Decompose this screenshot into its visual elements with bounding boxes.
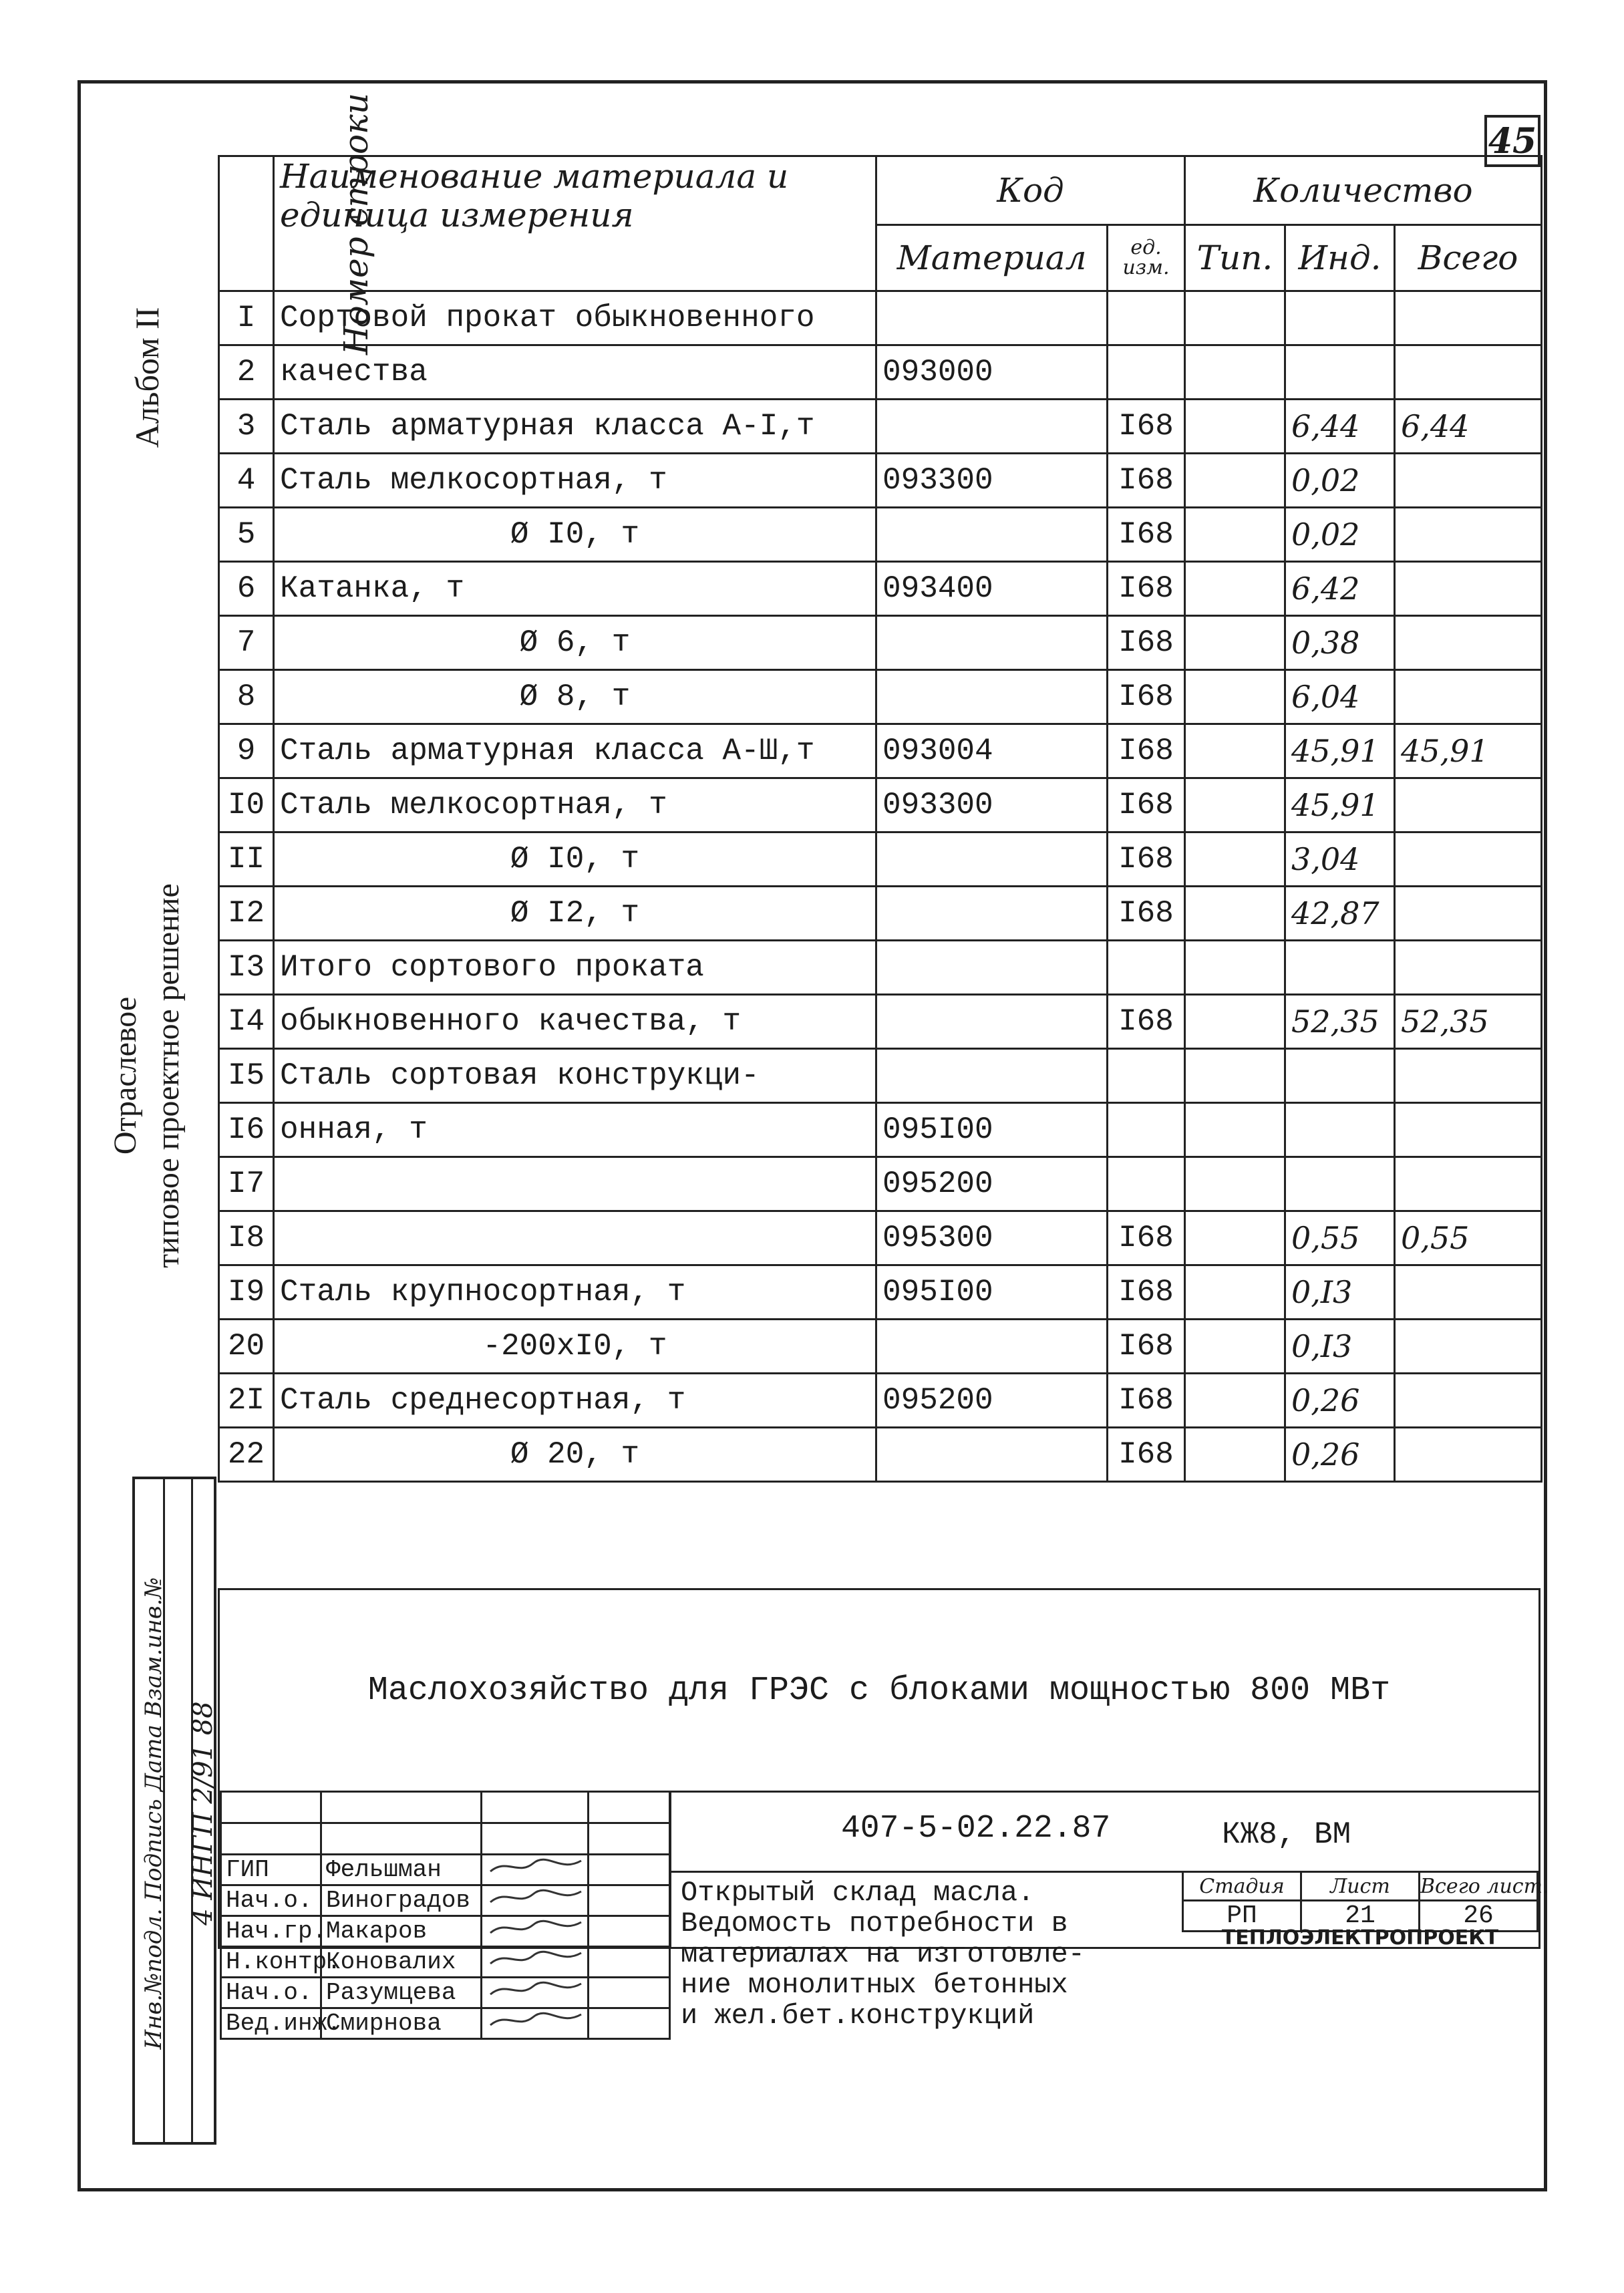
side-title-line-2: типовое проектное решение [150, 883, 186, 1268]
quantity-total [1395, 454, 1542, 508]
row-number: I6 [219, 1103, 274, 1157]
unit-code [1108, 1049, 1185, 1103]
table-row [219, 1157, 1542, 1211]
quantity-total [1395, 941, 1542, 995]
material-name: Ø I2, т [274, 887, 876, 941]
header-ind: Инд. [1285, 225, 1395, 291]
quantity-typ [1185, 562, 1285, 616]
quantity-ind: 0,55 [1285, 1211, 1395, 1265]
material-code: 093400 [876, 562, 1108, 616]
signature-row [221, 1947, 670, 1978]
quantity-typ [1185, 616, 1285, 670]
handwritten-signature [486, 2009, 587, 2030]
signature-role: Нач.о. [221, 1885, 321, 1916]
quantity-total [1395, 291, 1542, 345]
material-name: Сталь сортовая конструкци- [274, 1049, 876, 1103]
meta-stage: РП [1183, 1901, 1301, 1932]
quantity-ind [1285, 345, 1395, 400]
unit-code: I68 [1108, 454, 1185, 508]
material-code: 095I00 [876, 1265, 1108, 1320]
material-code [876, 616, 1108, 670]
row-number: II [219, 832, 274, 887]
table-row [219, 616, 1542, 670]
meta-stage-header: Стадия [1183, 1872, 1301, 1901]
sheet-description-line: материалах на изготовле- [681, 1938, 1085, 1970]
quantity-typ [1185, 400, 1285, 454]
material-name [274, 1211, 876, 1265]
stamp-value-3: 88 [188, 1701, 218, 1736]
material-name [274, 1157, 876, 1211]
quantity-ind [1285, 1157, 1395, 1211]
sig-blank [589, 1823, 670, 1855]
material-code: 093000 [876, 345, 1108, 400]
signature-table [220, 1791, 671, 2040]
signature-row [221, 1855, 670, 1885]
sig-blank [482, 1792, 589, 1823]
table-row [219, 345, 1542, 400]
quantity-total: 52,35 [1395, 995, 1542, 1049]
quantity-typ [1185, 941, 1285, 995]
header-code: Код [876, 156, 1185, 225]
quantity-ind: 45,91 [1285, 778, 1395, 832]
quantity-typ [1185, 1374, 1285, 1428]
header-quantity: Количество [1185, 156, 1542, 225]
table-row [219, 670, 1542, 724]
sheet-meta-table [1182, 1871, 1549, 1932]
table-row [219, 832, 1542, 887]
side-title [104, 883, 190, 1268]
row-number: 4 [219, 454, 274, 508]
row-number: 2I [219, 1374, 274, 1428]
handwritten-signature [486, 1855, 587, 1877]
quantity-ind: 52,35 [1285, 995, 1395, 1049]
signature-name: Разумцева [321, 1978, 482, 2008]
material-code: 093300 [876, 778, 1108, 832]
signature-row [221, 1885, 670, 1916]
signature-name: Макаров [321, 1916, 482, 1947]
signature-row [221, 1978, 670, 2008]
quantity-typ [1185, 1320, 1285, 1374]
signature-name: Коновалих [321, 1947, 482, 1978]
material-code [876, 400, 1108, 454]
material-name: Сталь арматурная класса А-I,т [274, 400, 876, 454]
quantity-typ [1185, 345, 1285, 400]
header-typ: Тип. [1185, 225, 1285, 291]
signature-name: Виноградов [321, 1885, 482, 1916]
table-row [219, 1049, 1542, 1103]
quantity-typ [1185, 508, 1285, 562]
row-number: 20 [219, 1320, 274, 1374]
table-row [219, 1320, 1542, 1374]
quantity-ind: 6,42 [1285, 562, 1395, 616]
quantity-total [1395, 345, 1542, 400]
quantity-total: 45,91 [1395, 724, 1542, 778]
stamp-date: Дата [140, 1724, 167, 1792]
sig-blank [321, 1792, 482, 1823]
quantity-typ [1185, 724, 1285, 778]
meta-sheets-header: Всего лист. [1420, 1872, 1538, 1901]
quantity-total [1395, 616, 1542, 670]
material-code: 095200 [876, 1157, 1108, 1211]
table-row [219, 1103, 1542, 1157]
handwritten-signature [486, 1917, 587, 1938]
unit-code: I68 [1108, 562, 1185, 616]
signature-mark [482, 1885, 589, 1916]
material-code [876, 1428, 1108, 1482]
signature-role: Нач.о. [221, 1978, 321, 2008]
quantity-typ [1185, 1211, 1285, 1265]
quantity-typ [1185, 291, 1285, 345]
material-name: Сталь крупносортная, т [274, 1265, 876, 1320]
unit-code: I68 [1108, 1211, 1185, 1265]
quantity-total [1395, 562, 1542, 616]
quantity-ind: 0,I3 [1285, 1320, 1395, 1374]
quantity-ind: 0,26 [1285, 1374, 1395, 1428]
quantity-total [1395, 508, 1542, 562]
signature-mark [482, 2008, 589, 2039]
handwritten-signature [486, 1978, 587, 2000]
unit-code: I68 [1108, 832, 1185, 887]
material-code [876, 1049, 1108, 1103]
unit-code: I68 [1108, 995, 1185, 1049]
quantity-ind: 6,44 [1285, 400, 1395, 454]
material-name: Сортовой прокат обыкновенного [274, 291, 876, 345]
quantity-ind: 0,26 [1285, 1428, 1395, 1482]
signature-role: Вед.инж. [221, 2008, 321, 2039]
handwritten-signature [486, 1886, 587, 1907]
row-number: 7 [219, 616, 274, 670]
quantity-ind: 6,04 [1285, 670, 1395, 724]
quantity-ind [1285, 1049, 1395, 1103]
material-code [876, 832, 1108, 887]
material-code [876, 995, 1108, 1049]
quantity-total: 0,55 [1395, 1211, 1542, 1265]
row-number: I3 [219, 941, 274, 995]
row-number: 2 [219, 345, 274, 400]
quantity-total [1395, 778, 1542, 832]
stamp-value-1: 4 ИНГП [188, 1812, 218, 1926]
table-row [219, 400, 1542, 454]
material-name: обыкновенного качества, т [274, 995, 876, 1049]
material-name: Ø I0, т [274, 832, 876, 887]
unit-code: I68 [1108, 1428, 1185, 1482]
material-name: Сталь среднесортная, т [274, 1374, 876, 1428]
unit-code [1108, 1157, 1185, 1211]
signature-date [589, 1978, 670, 2008]
unit-code: I68 [1108, 1320, 1185, 1374]
material-code [876, 670, 1108, 724]
project-title: Маслохозяйство для ГРЭС с блоками мощностью 800 МВт [367, 1671, 1391, 1710]
material-name: Итого сортового проката [274, 941, 876, 995]
quantity-typ [1185, 887, 1285, 941]
sheet-description-line: Открытый склад масла. [681, 1877, 1035, 1909]
row-number: I5 [219, 1049, 274, 1103]
quantity-ind [1285, 941, 1395, 995]
sheet-description-line: и жел.бет.конструкций [681, 2000, 1035, 2032]
signature-date [589, 1855, 670, 1885]
sig-blank [321, 1823, 482, 1855]
row-number: I0 [219, 778, 274, 832]
signature-mark [482, 1978, 589, 2008]
quantity-total [1395, 1049, 1542, 1103]
table-row [219, 508, 1542, 562]
table-row [219, 1211, 1542, 1265]
signature-divider [669, 1791, 671, 1947]
side-title-line-1: Отраслевое [108, 996, 143, 1155]
sheet-description [681, 1877, 1135, 2031]
row-number: 6 [219, 562, 274, 616]
table-row [219, 291, 1542, 345]
material-code: 093300 [876, 454, 1108, 508]
material-name: онная, т [274, 1103, 876, 1157]
table-row [219, 1428, 1542, 1482]
material-code [876, 291, 1108, 345]
sheet-description-line: Ведомость потребности в [681, 1907, 1068, 1940]
material-name: Ø 20, т [274, 1428, 876, 1482]
quantity-typ [1185, 832, 1285, 887]
material-name: качества [274, 345, 876, 400]
row-number: 3 [219, 400, 274, 454]
material-code: 095200 [876, 1374, 1108, 1428]
quantity-typ [1185, 1428, 1285, 1482]
material-name: Ø 8, т [274, 670, 876, 724]
quantity-ind: 3,04 [1285, 832, 1395, 887]
meta-sheet: 21 [1301, 1901, 1420, 1932]
table-row [219, 995, 1542, 1049]
unit-code: I68 [1108, 724, 1185, 778]
material-name: Катанка, т [274, 562, 876, 616]
sig-blank [482, 1823, 589, 1855]
header-name: Наименование материала и единица измерения [274, 156, 876, 291]
quantity-typ [1185, 995, 1285, 1049]
quantity-total [1395, 1103, 1542, 1157]
quantity-ind: 0,38 [1285, 616, 1395, 670]
meta-sheets: 26 [1420, 1901, 1538, 1932]
stamp-label-inv [140, 1577, 167, 2050]
unit-code: I68 [1108, 670, 1185, 724]
signature-row [221, 1916, 670, 1947]
materials-table [218, 92, 1542, 1483]
header-total: Всего [1395, 225, 1542, 291]
stamp-values [188, 1701, 218, 1925]
quantity-total [1395, 1157, 1542, 1211]
stamp-inv: Инв.№подл. [140, 1908, 167, 2050]
document-mark: КЖ8, ВМ [1222, 1817, 1351, 1852]
quantity-ind: 42,87 [1285, 887, 1395, 941]
sheet-description-line: ние монолитных бетонных [681, 1969, 1068, 2001]
handwritten-signature [486, 1948, 587, 1969]
row-number: 8 [219, 670, 274, 724]
header-row-number: Номер строки [219, 156, 274, 291]
document-number: 407-5-02.22.87 [841, 1811, 1111, 1847]
table-row [219, 562, 1542, 616]
signature-name: Фельшман [321, 1855, 482, 1885]
table-row [219, 1265, 1542, 1320]
unit-code [1108, 291, 1185, 345]
material-code [876, 1320, 1108, 1374]
row-number: I8 [219, 1211, 274, 1265]
album-label: Альбом II [128, 307, 166, 448]
quantity-ind: 0,I3 [1285, 1265, 1395, 1320]
row-number: 22 [219, 1428, 274, 1482]
quantity-total [1395, 670, 1542, 724]
quantity-ind: 45,91 [1285, 724, 1395, 778]
row-number: I9 [219, 1265, 274, 1320]
stamp-replace: Взам.инв.№ [140, 1577, 167, 1718]
unit-code: I68 [1108, 616, 1185, 670]
unit-code: I68 [1108, 1265, 1185, 1320]
row-number: I7 [219, 1157, 274, 1211]
unit-code [1108, 941, 1185, 995]
row-number: I [219, 291, 274, 345]
unit-code: I68 [1108, 778, 1185, 832]
header-unit: ед. изм. [1108, 225, 1185, 291]
material-name: Сталь арматурная класса А-Ш,т [274, 724, 876, 778]
unit-code: I68 [1108, 1374, 1185, 1428]
quantity-typ [1185, 454, 1285, 508]
stamp-sign: Подпись [140, 1799, 167, 1901]
row-number: 5 [219, 508, 274, 562]
unit-code: I68 [1108, 508, 1185, 562]
row-number: I4 [219, 995, 274, 1049]
signature-date [589, 1885, 670, 1916]
table-row [219, 724, 1542, 778]
material-name: Сталь мелкосортная, т [274, 778, 876, 832]
table-row [219, 941, 1542, 995]
signature-mark [482, 1916, 589, 1947]
left-stamp [132, 1477, 216, 2145]
material-code: 095300 [876, 1211, 1108, 1265]
signature-date [589, 2008, 670, 2039]
quantity-total: 6,44 [1395, 400, 1542, 454]
signature-row [221, 2008, 670, 2039]
quantity-typ [1185, 1157, 1285, 1211]
table-row [219, 778, 1542, 832]
unit-code: I68 [1108, 887, 1185, 941]
quantity-ind [1285, 1103, 1395, 1157]
material-name: -200хI0, т [274, 1320, 876, 1374]
quantity-ind: 0,02 [1285, 454, 1395, 508]
unit-code [1108, 345, 1185, 400]
organization-name: ТЕПЛОЭЛЕКТРОПРОЕКТ [1221, 1926, 1499, 1950]
quantity-total [1395, 1320, 1542, 1374]
quantity-ind: 0,02 [1285, 508, 1395, 562]
signature-date [589, 1947, 670, 1978]
material-name: Сталь мелкосортная, т [274, 454, 876, 508]
table-row [219, 1374, 1542, 1428]
signature-mark [482, 1947, 589, 1978]
unit-code: I68 [1108, 400, 1185, 454]
signature-role: ГИП [221, 1855, 321, 1885]
material-code [876, 508, 1108, 562]
material-code [876, 887, 1108, 941]
material-code [876, 941, 1108, 995]
quantity-typ [1185, 1103, 1285, 1157]
quantity-total [1395, 1374, 1542, 1428]
unit-code [1108, 1103, 1185, 1157]
signature-mark [482, 1855, 589, 1885]
quantity-typ [1185, 670, 1285, 724]
table-row [219, 887, 1542, 941]
sheet-number: 45 [1484, 115, 1540, 167]
quantity-typ [1185, 1265, 1285, 1320]
quantity-total [1395, 1428, 1542, 1482]
title-block [218, 1588, 1549, 2037]
sig-blank [589, 1792, 670, 1823]
material-code: 093004 [876, 724, 1108, 778]
quantity-typ [1185, 778, 1285, 832]
header-material: Материал [876, 225, 1108, 291]
quantity-total [1395, 832, 1542, 887]
material-name: Ø I0, т [274, 508, 876, 562]
stamp-value-2: 2/91 [188, 1743, 218, 1804]
signature-date [589, 1916, 670, 1947]
quantity-ind [1285, 291, 1395, 345]
meta-sheet-header: Лист [1301, 1872, 1420, 1901]
quantity-typ [1185, 1049, 1285, 1103]
row-number: I2 [219, 887, 274, 941]
quantity-total [1395, 1265, 1542, 1320]
sig-blank [221, 1823, 321, 1855]
signature-name: Смирнова [321, 2008, 482, 2039]
signature-role: Нач.гр. [221, 1916, 321, 1947]
material-name: Ø 6, т [274, 616, 876, 670]
material-code: 095I00 [876, 1103, 1108, 1157]
quantity-total [1395, 887, 1542, 941]
table-row [219, 454, 1542, 508]
row-number: 9 [219, 724, 274, 778]
sig-blank [221, 1792, 321, 1823]
signature-role: Н.контр. [221, 1947, 321, 1978]
